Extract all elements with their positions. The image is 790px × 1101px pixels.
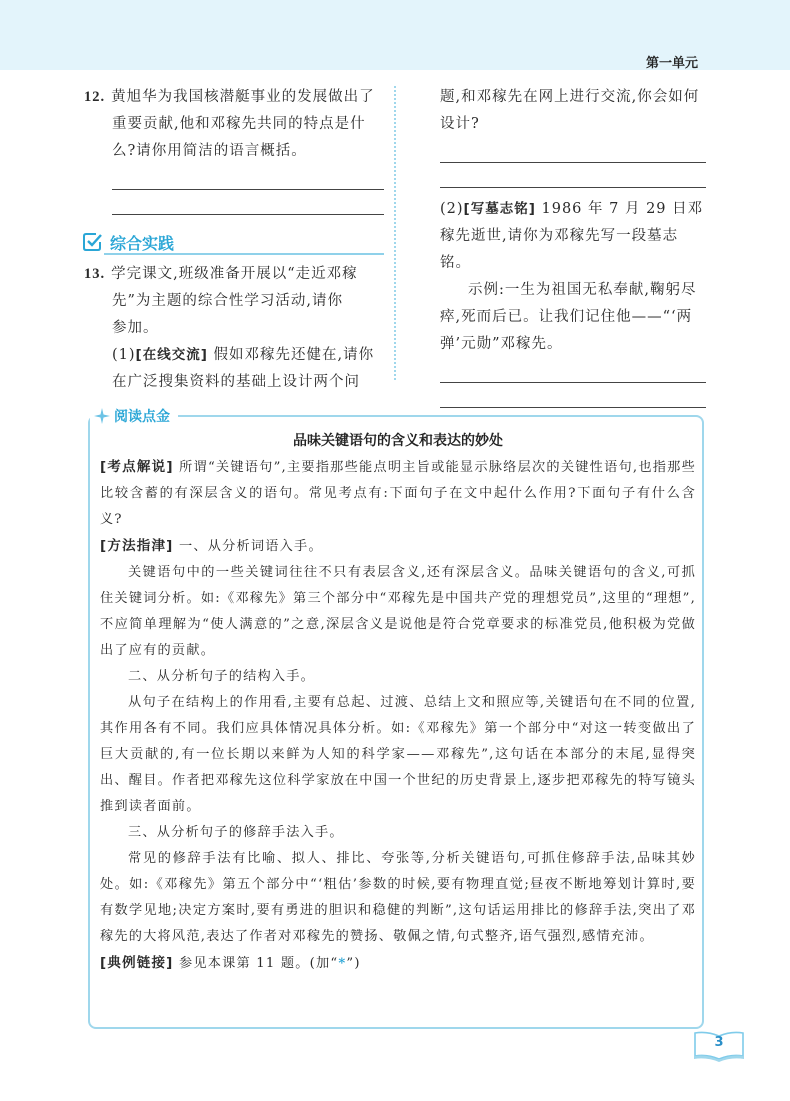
answer-line[interactable] xyxy=(440,407,706,408)
fangfa-text: 一、从分析词语入手。 xyxy=(178,539,323,554)
question-number: 13. xyxy=(84,266,106,282)
sub-question-text: 假如邓稼先还健在,请你在广泛搜集资料的基础上设计两个问 xyxy=(112,347,375,390)
sub-question-1 xyxy=(84,342,384,396)
fangfa-label: [方法指津] xyxy=(100,538,174,554)
question-text-line: 么?请你用简洁的语言概括。 xyxy=(112,143,307,159)
section-title: 综合实践 xyxy=(110,233,175,253)
question-number: 12. xyxy=(84,89,106,105)
answer-line[interactable] xyxy=(112,214,384,215)
sparkle-icon xyxy=(94,408,110,424)
kaodian-text: 所谓“关键语句”,主要指那些能点明主旨或能显示脉络层次的关键性语句,也指那些比较含蓄的有深层含义的语句。常见考点有:下面句子在文中起什么作用?下面句子有什么含义? xyxy=(100,460,696,527)
fangfa-paragraph xyxy=(100,533,696,560)
sub-question-prefix: (2) xyxy=(440,201,464,217)
kaodian-paragraph xyxy=(100,454,696,533)
sub-question-prefix: (1) xyxy=(112,347,136,363)
body-subheading: 二、从分析句子的结构入手。 xyxy=(128,669,316,684)
reading-box-tag-label: 阅读点金 xyxy=(114,409,170,425)
question-text-line: 黄旭华为我国核潜艇事业的发展做出了 xyxy=(111,89,375,105)
reading-box-tag xyxy=(90,406,178,426)
checkbox-icon xyxy=(82,231,104,253)
body-paragraph: 从句子在结构上的作用看,主要有总起、过渡、总结上文和照应等,关键语句在不同的位置,其作用各有不同。我们应具体情况具体分析。如:《邓稼先》第一个部分中“对这一转变做出了巨大贡献的,有一位长期以来鲜为人知的科学家——邓稼先”,这句话在本部分的末尾,显得突出、醒目。作者把邓稼先这位科学家放在中国一个世纪的历史背景上,逐步把邓稼先的特写镜头推到读者面前。 xyxy=(100,695,696,814)
sub-question-text: 1986 年 7 月 29 日邓稼先逝世,请你为邓稼先写一段墓志铭。 xyxy=(440,201,704,271)
body-paragraph: 常见的修辞手法有比喻、拟人、排比、夸张等,分析关键语句,可抓住修辞手法,品味其妙处。如:《邓稼先》第五个部分中“‘粗估’参数的时候,要有物理直觉;昼夜不断地筹划计算时,要有数学见地;决定方案时,要有勇进的胆识和稳健的判断”,这句话运用排比的修辞手法,突出了邓稼先的大将风范,表达了作者对邓稼先的赞扬、敬佩之情,句式整齐,语气强烈,感情充沛。 xyxy=(100,851,696,944)
answer-line[interactable] xyxy=(440,162,706,163)
sub-question-2 xyxy=(440,196,706,277)
page-number: 3 xyxy=(714,1035,724,1050)
answer-line[interactable] xyxy=(440,187,706,188)
sub-question-label: [在线交流] xyxy=(135,347,208,363)
body-paragraph: 关键语句中的一些关键词往往不只有表层含义,还有深层含义。品味关键语句的含义,可抓住关键词分析。如:《邓稼先》第三个部分中“邓稼先是中国共产党的理想党员”,这里的“理想”,不应简单理解为“使人满意的”之意,深层含义是说他是符合党章要求的标准党员,他积极为党做出了应有的贡献。 xyxy=(100,565,696,658)
star-icon: * xyxy=(338,956,347,971)
left-column xyxy=(84,84,384,396)
reading-box-content xyxy=(100,430,696,977)
sub-question-1-continued: 题,和邓稼先在网上进行交流,你会如何设计? xyxy=(440,89,700,132)
unit-label: 第一单元 xyxy=(645,56,698,71)
body-subheading: 三、从分析句子的修辞手法入手。 xyxy=(128,825,344,840)
dianli-text: 参见本课第 11 题。(加“ xyxy=(178,956,339,971)
dianli-text-after: ”) xyxy=(346,956,361,971)
dianli-label: [典例链接] xyxy=(100,955,174,971)
question-text-line: 重要贡献,他和邓稼先共同的特点是什 xyxy=(112,116,366,132)
column-divider xyxy=(394,86,396,380)
answer-line[interactable] xyxy=(112,189,384,190)
question-text-line: 先”为主题的综合性学习活动,请你 xyxy=(112,293,344,309)
reading-box-title: 品味关键语句的含义和表达的妙处 xyxy=(293,433,503,449)
dianli-paragraph xyxy=(100,950,696,977)
question-13 xyxy=(84,261,384,396)
section-header xyxy=(82,229,384,255)
right-column xyxy=(440,84,706,408)
sub-question-label: [写墓志铭] xyxy=(463,201,536,217)
question-12 xyxy=(84,84,384,165)
section-underline xyxy=(104,253,384,255)
answer-line[interactable] xyxy=(440,382,706,383)
example-text: 示例:一生为祖国无私奉献,鞠躬尽瘁,死而后已。让我们记住他——“‘两弹’元勋”邓稼先。 xyxy=(440,282,697,352)
question-text-line: 学完课文,班级准备开展以“走近邓稼 xyxy=(111,266,358,282)
page-number-badge xyxy=(692,1030,746,1062)
question-text-line: 参加。 xyxy=(112,320,159,336)
kaodian-label: [考点解说] xyxy=(100,459,174,475)
